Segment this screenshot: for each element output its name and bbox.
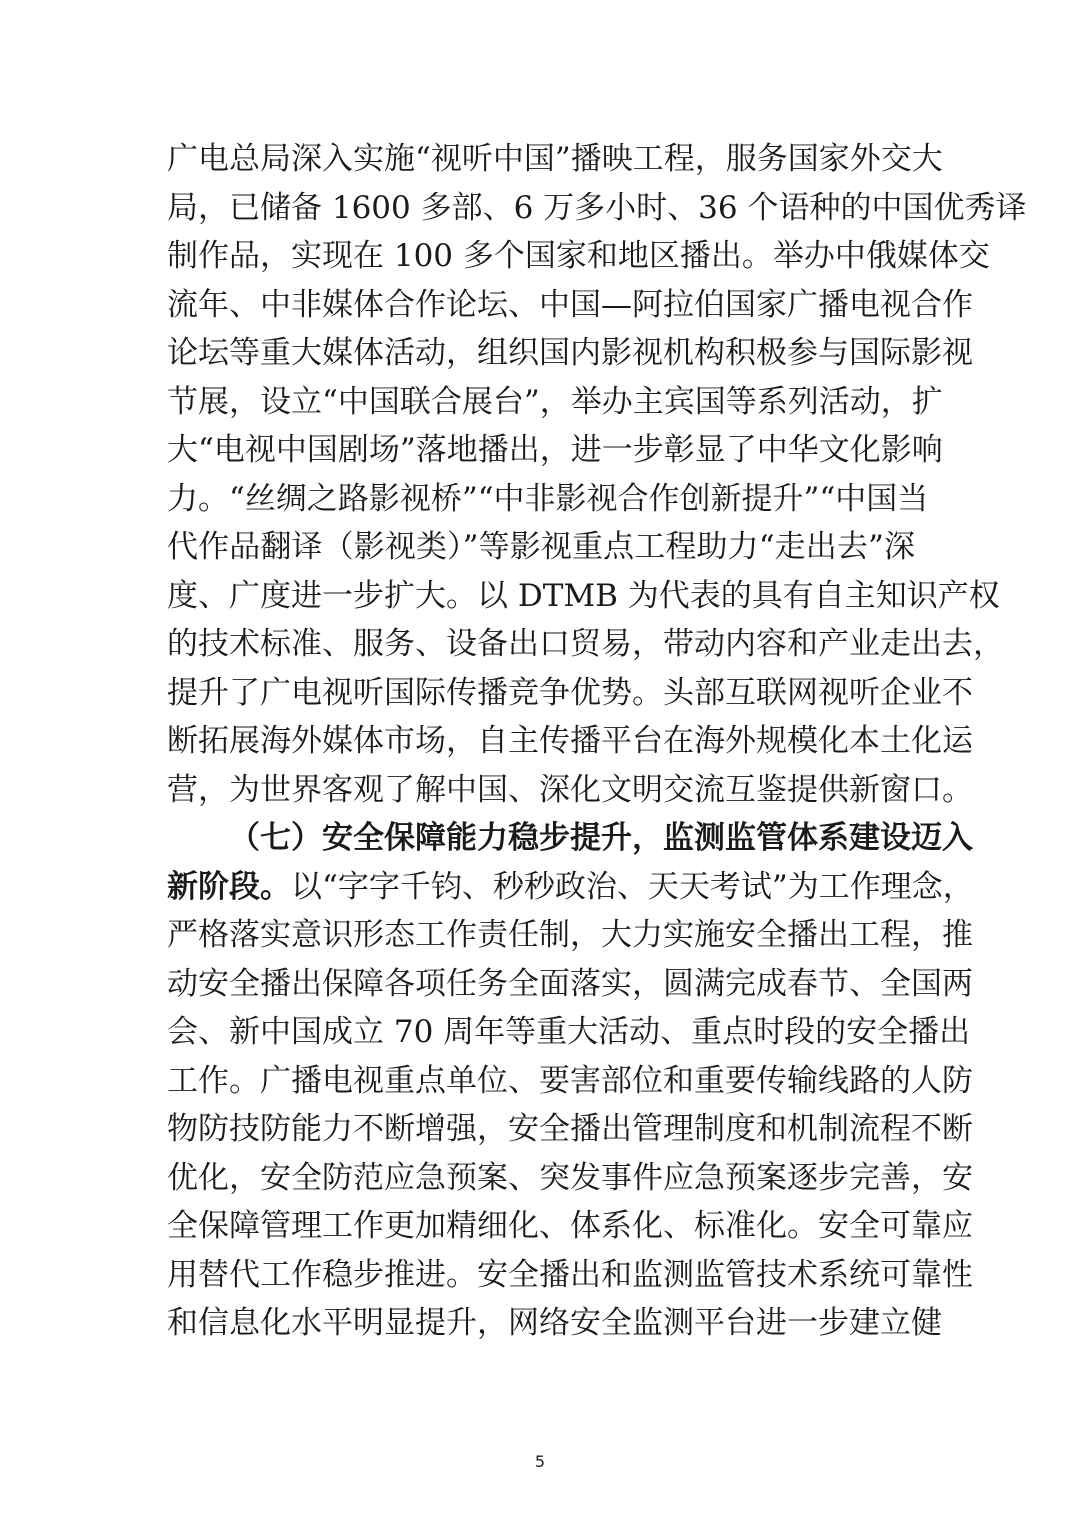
body-text-line: 局，已储备 1600 多部、6 万多小时、36 个语种的中国优秀译 <box>167 190 1027 226</box>
body-text-line: 广电总局深入实施“视听中国”播映工程，服务国家外交大 <box>167 141 943 177</box>
body-text-line: 断拓展海外媒体市场，自主传播平台在海外规模化本土化运 <box>167 723 973 759</box>
body-text-line: 物防技防能力不断增强，安全播出管理制度和机制流程不断 <box>167 1111 973 1147</box>
body-text-line: 力。“丝绸之路影视桥”“中非影视合作创新提升”“中国当 <box>167 481 929 517</box>
body-text-line: 工作。广播电视重点单位、要害部位和重要传输线路的人防 <box>167 1063 973 1099</box>
section-heading: （七）安全保障能力稳步提升，监测监管体系建设迈入 <box>229 820 973 856</box>
body-text-line: 的技术标准、服务、设备出口贸易，带动内容和产业走出去， <box>167 626 1004 662</box>
body-text-line: 严格落实意识形态工作责任制，大力实施安全播出工程，推 <box>167 917 973 953</box>
body-text-line: 论坛等重大媒体活动，组织国内影视机构积极参与国际影视 <box>167 335 973 371</box>
body-text-line: 会、新中国成立 70 周年等重大活动、重点时段的安全播出 <box>167 1014 971 1050</box>
body-text-run: 以“字字千钧、秒秒政治、天天考试”为工作理念， <box>291 869 974 905</box>
body-text-line: 动安全播出保障各项任务全面落实，圆满完成春节、全国两 <box>167 966 973 1002</box>
body-text-line: 代作品翻译（影视类）”等影视重点工程助力“走出去”深 <box>167 529 915 565</box>
section-heading-end: 新阶段。 <box>167 869 291 905</box>
body-text-line: 优化，安全防范应急预案、突发事件应急预案逐步完善，安 <box>167 1160 973 1196</box>
body-text-line: 提升了广电视听国际传播竞争优势。头部互联网视听企业不 <box>167 675 973 711</box>
body-text-line: 大“电视中国剧场”落地播出，进一步彰显了中华文化影响 <box>167 432 943 468</box>
body-text-line: 流年、中非媒体合作论坛、中国—阿拉伯国家广播电视合作 <box>167 287 973 323</box>
body-text-line: 制作品，实现在 100 多个国家和地区播出。举办中俄媒体交 <box>167 238 990 274</box>
body-text-line: 用替代工作稳步推进。安全播出和监测监管技术系统可靠性 <box>167 1257 973 1293</box>
section-heading-continuation <box>167 865 974 909</box>
page-number: 5 <box>534 1452 546 1471</box>
body-text-line: 度、广度进一步扩大。以 DTMB 为代表的具有自主知识产权 <box>167 578 1000 614</box>
body-text-line: 营，为世界客观了解中国、深化文明交流互鉴提供新窗口。 <box>167 772 973 808</box>
body-text-line: 和信息化水平明显提升，网络安全监测平台进一步建立健 <box>167 1305 942 1341</box>
body-text-line: 全保障管理工作更加精细化、体系化、标准化。安全可靠应 <box>167 1208 973 1244</box>
body-text-line: 节展，设立“中国联合展台”，举办主宾国等系列活动，扩 <box>167 384 943 420</box>
